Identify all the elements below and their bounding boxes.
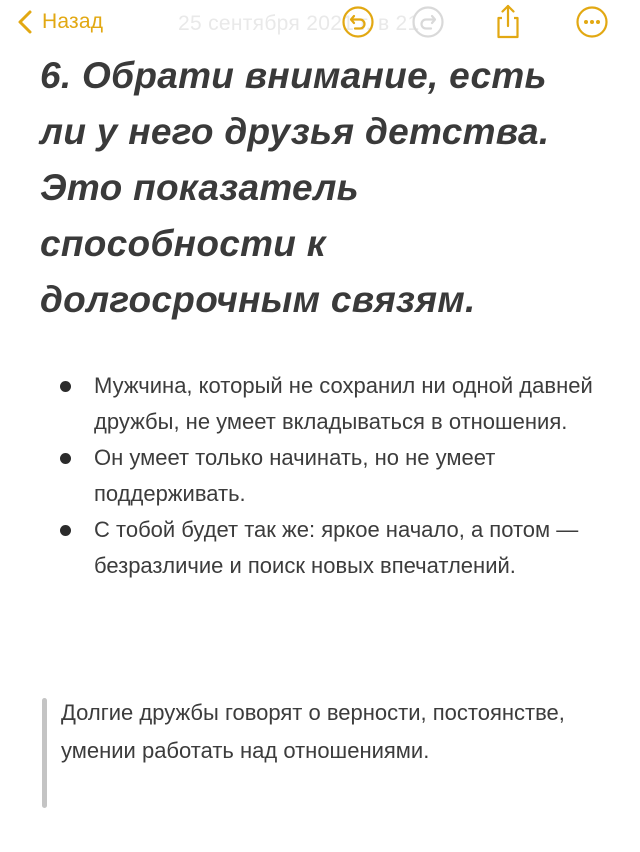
list-item-text: Мужчина, который не сохранил ни одной давней дружбы, не умеет вкладываться в отношения.	[94, 373, 593, 434]
undo-icon	[341, 5, 375, 39]
list-item[interactable]	[58, 512, 608, 584]
quote-text: Долгие дружбы говорят о верности, постоянстве, умении работать над отношениями.	[61, 700, 565, 763]
chevron-left-icon	[16, 9, 34, 35]
redo-button[interactable]	[410, 4, 446, 40]
share-button[interactable]	[490, 4, 526, 40]
note-heading[interactable]: 6. Обрати внимание, есть ли у него друзья детства. Это показатель способности к долгосрочным связям.	[40, 55, 550, 320]
back-button[interactable]	[16, 6, 103, 38]
redo-icon	[411, 5, 445, 39]
list-item[interactable]	[58, 440, 608, 512]
undo-button[interactable]	[340, 4, 376, 40]
more-button[interactable]	[574, 4, 610, 40]
back-label: Назад	[42, 10, 104, 33]
bullet-dot	[60, 525, 71, 536]
bullet-dot	[60, 453, 71, 464]
bullet-list	[58, 368, 608, 584]
note-date: 25 сентября 2021 г. в 21	[178, 12, 420, 35]
toolbar	[0, 0, 640, 46]
bullet-dot	[60, 381, 71, 392]
block-quote[interactable]	[42, 694, 602, 808]
list-item-text: Он умеет только начинать, но не умеет поддерживать.	[94, 445, 496, 506]
share-icon	[491, 3, 525, 41]
list-item[interactable]	[58, 368, 608, 440]
more-icon	[575, 5, 609, 39]
quote-bar	[42, 698, 47, 808]
list-item-text: С тобой будет так же: яркое начало, а потом — безразличие и поиск новых впечатлений.	[94, 517, 579, 578]
